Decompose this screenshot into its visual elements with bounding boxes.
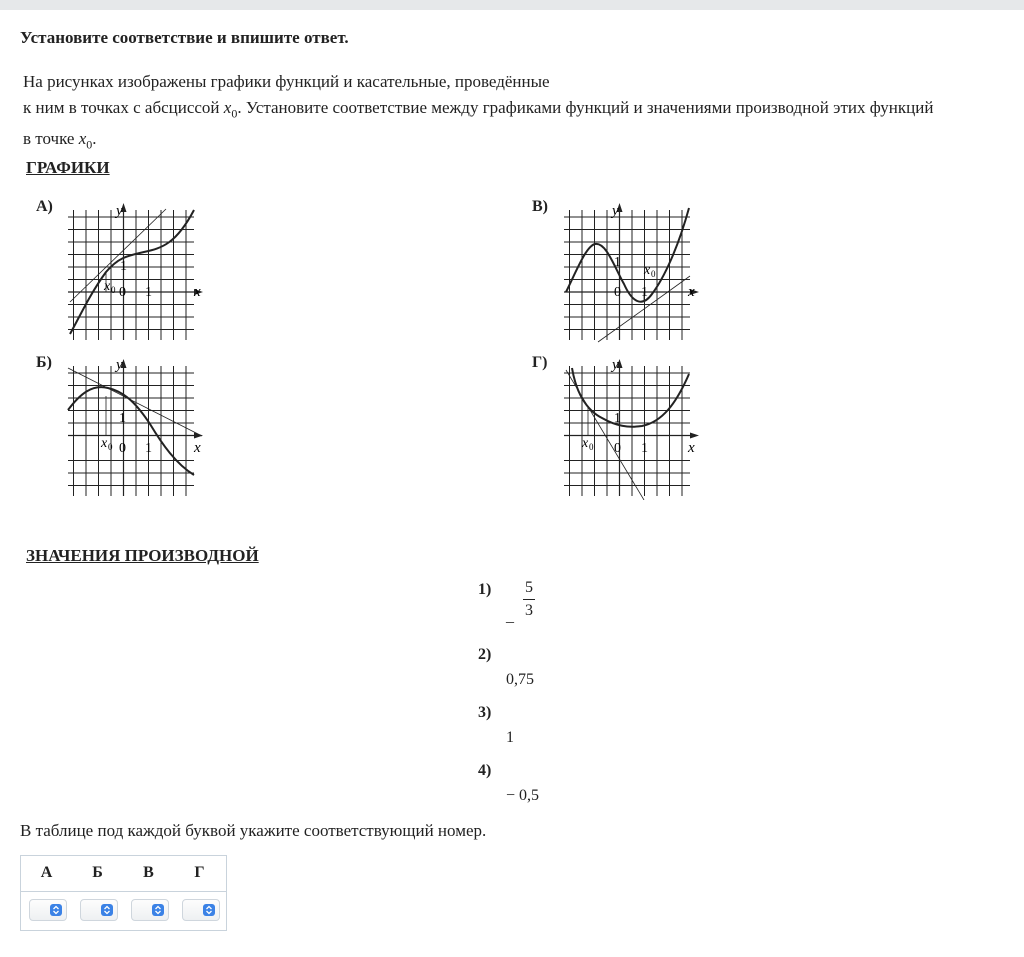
svg-text:x: x: [104, 279, 111, 294]
select-b[interactable]: [80, 899, 118, 921]
select-a[interactable]: [29, 899, 67, 921]
option-1-denominator: 3: [525, 602, 533, 619]
option-1-numerator: 5: [525, 579, 533, 596]
answer-table: [20, 855, 227, 931]
svg-text:y: y: [612, 357, 619, 373]
graph-label-b: Б): [36, 354, 52, 371]
svg-text:x: x: [194, 440, 201, 456]
graph-v-axes: [564, 206, 696, 340]
graph-g-curve: [572, 368, 689, 427]
svg-text:1: 1: [641, 285, 648, 300]
graph-label-a: А): [36, 198, 53, 215]
svg-text:y: y: [116, 357, 123, 373]
graph-a-curve: [70, 210, 194, 334]
svg-text:0: 0: [111, 285, 116, 295]
option-1-fraction: [523, 577, 535, 622]
svg-text:y: y: [612, 203, 619, 219]
select-g[interactable]: [182, 899, 220, 921]
svg-text:1: 1: [614, 411, 621, 426]
svg-text:0: 0: [614, 285, 621, 300]
option-1-sign: _: [506, 608, 514, 625]
graph-b-tangent: [68, 368, 202, 436]
updown-chevron-icon: [101, 904, 113, 916]
svg-text:1: 1: [145, 441, 152, 456]
graph-g-grid: [564, 366, 690, 496]
svg-text:x: x: [101, 436, 108, 451]
svg-text:0: 0: [119, 285, 126, 300]
svg-text:y: y: [116, 203, 123, 219]
graph-b: [66, 354, 206, 500]
graph-v: [562, 198, 702, 344]
graph-b-curve: [68, 387, 194, 475]
answer-table-header: [21, 856, 226, 892]
option-1-label: 1): [478, 581, 492, 598]
graph-a-grid: [68, 210, 194, 340]
option-2-value: 0,75: [506, 671, 534, 688]
svg-text:0: 0: [614, 441, 621, 456]
graph-label-v: В): [532, 198, 548, 215]
column-header-a: А: [40, 864, 53, 881]
svg-text:x: x: [582, 436, 589, 451]
option-4-value: − 0,5: [506, 787, 540, 804]
graph-b-axes: [68, 362, 200, 496]
updown-chevron-icon: [152, 904, 164, 916]
svg-text:1: 1: [119, 411, 126, 426]
top-bar: [0, 0, 1024, 10]
option-3-label: 3): [478, 704, 492, 721]
option-2-label: 2): [478, 646, 492, 663]
values-header: ЗНАЧЕНИЯ ПРОИЗВОДНОЙ: [26, 546, 259, 565]
svg-text:0: 0: [589, 442, 594, 452]
svg-text:x: x: [688, 440, 695, 456]
svg-text:x: x: [194, 284, 201, 300]
svg-text:0: 0: [651, 269, 656, 279]
option-3-value: 1: [506, 729, 514, 746]
svg-text:1: 1: [145, 285, 152, 300]
option-4-label: 4): [478, 762, 492, 779]
svg-text:1: 1: [120, 259, 127, 274]
graph-label-g: Г): [532, 354, 548, 371]
updown-chevron-icon: [203, 904, 215, 916]
graph-v-grid: [564, 210, 690, 340]
updown-chevron-icon: [50, 904, 62, 916]
svg-text:0: 0: [119, 441, 126, 456]
graphs-header: ГРАФИКИ: [26, 158, 110, 177]
graph-g: [562, 354, 702, 500]
graph-a: [66, 198, 206, 344]
svg-text:x: x: [688, 284, 695, 300]
task-title: Установите соответствие и впишите ответ.: [20, 28, 349, 47]
column-header-v: В: [143, 864, 154, 881]
svg-text:0: 0: [108, 442, 113, 452]
svg-text:x: x: [644, 263, 651, 278]
svg-text:1: 1: [614, 255, 621, 270]
svg-text:1: 1: [641, 441, 648, 456]
column-header-g: Г: [194, 864, 205, 881]
column-header-b: Б: [92, 864, 103, 881]
answer-instruction: В таблице под каждой буквой укажите соответствующий номер.: [20, 821, 487, 840]
graph-b-grid: [68, 366, 194, 496]
graph-a-axes: [68, 206, 200, 340]
task-description: На рисунках изображены графики функций и касательные, проведённые к ним в точках с абсциссой $x_0$. Установите соответствие между графиками функций и значениями производной этих функций в точке $x_0$.: [23, 72, 934, 152]
select-v[interactable]: [131, 899, 169, 921]
